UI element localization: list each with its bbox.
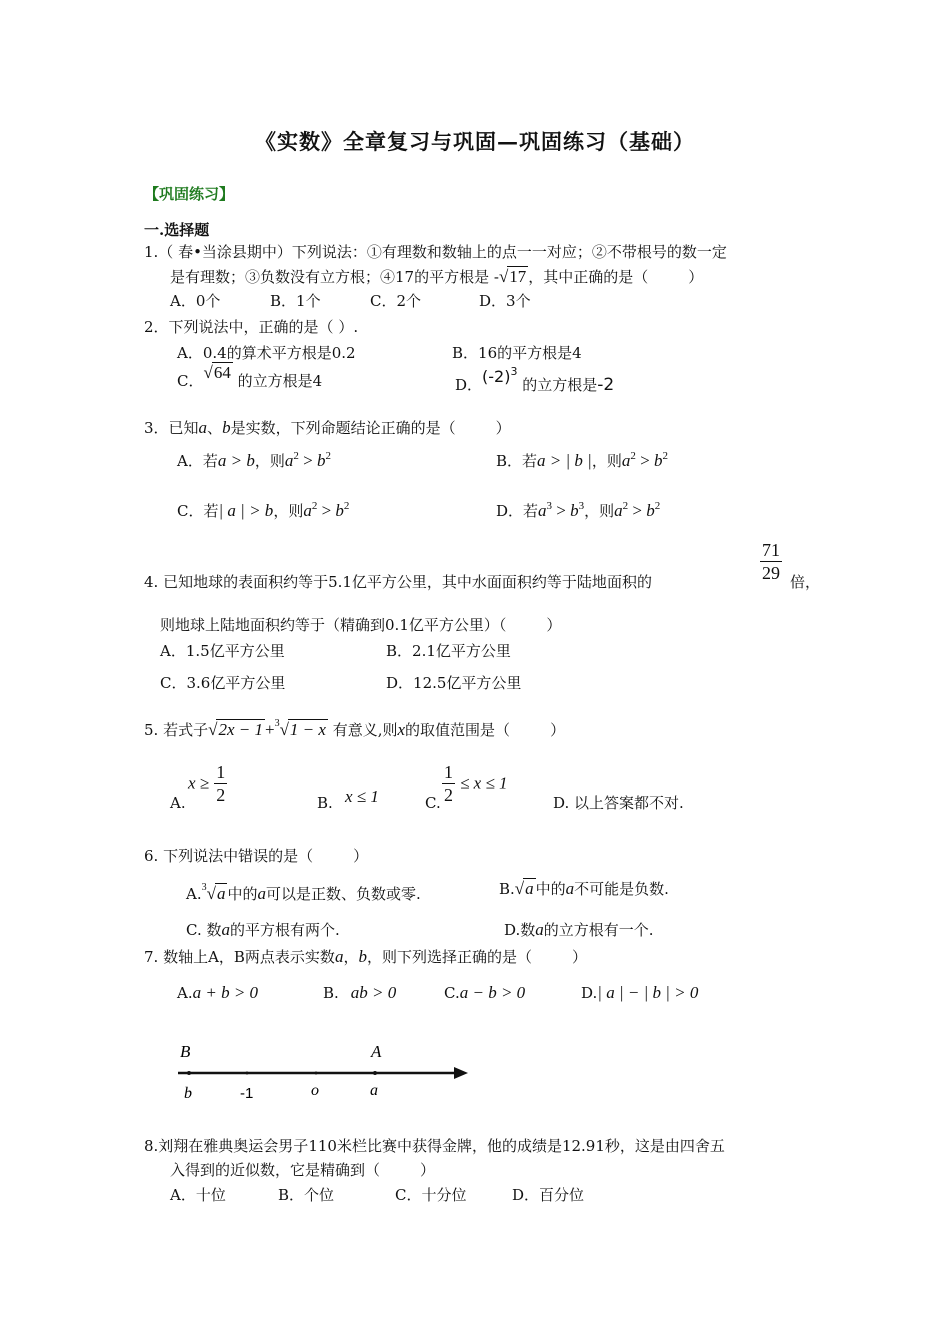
q2-option-c-text: 的立方根是4 [237,372,323,390]
q3-option-d-label: D．若 [496,502,539,520]
q7-option-c-label: C. [444,984,460,1002]
q3-stem-text-b: 是实数，下列命题结论正确的是（ [230,419,456,437]
q3-option-b-exp-b: 2 [662,450,668,462]
q4-line2 [160,615,561,635]
q5-option-a-label: A. [170,794,186,812]
q5-option-d: D. 以上答案都不对. [553,794,684,812]
q1-line2-text-b: ，其中正确的是（ [528,268,649,286]
q5-stem-text: 5. 若式子 [144,721,209,739]
q3-option-b-label: B．若 [496,452,538,470]
q2-radicand: 64 [213,363,231,382]
q6-option-b [499,878,669,899]
q2-option-d-label: D． [455,376,483,394]
point-a-dot [373,1071,377,1075]
q8-option-b: B．个位 [278,1186,335,1204]
q7-sep: ， [343,948,359,966]
section-label: 【巩固练习】 [144,185,235,203]
q3-option-d [496,496,660,521]
q5-option-a-frac-den: 2 [216,785,226,805]
q3-option-b-cond: a > | b | [537,451,592,470]
q6-option-a [186,878,421,904]
q7-stem-text: 7. 数轴上A，B两点表示实数 [144,948,335,966]
q7-option-b-label: B. [323,984,339,1002]
q3-option-b-concl-b: b [653,451,663,470]
q2-power-base: (-2) [482,367,511,386]
q7-option-d [581,983,698,1003]
q2-sqrt-sign: √ [203,363,213,382]
q5-cbrt-sign: √ [279,720,289,739]
q3-option-b-exp: 2 [630,450,636,462]
q5-stem-paren: ） [550,721,566,739]
q3-option-c-gt: > [317,501,336,520]
q7-option-d-label: D. [581,984,598,1002]
q3-option-d-base-b: b [570,501,579,520]
q6-option-b-mid: 中的 [535,880,566,898]
q5-plus: + [264,720,275,739]
q6-option-d-var: a [535,920,544,939]
q6-option-a-cbrt: √ [206,884,216,903]
q5-stem [144,714,565,740]
q7-number-line [170,1035,480,1107]
q6-option-a-text: 可以是正数、负数或零. [265,885,421,903]
q3-option-c-exp-b: 2 [343,500,350,512]
q3-option-d-exp3-b: 3 [578,500,585,512]
q5-option-b-expr: x ≤ 1 [345,787,379,806]
q5-option-c-frac-num: 1 [444,762,453,782]
q4-line2-paren: ） [546,616,562,634]
q3-option-d-exp-b: 2 [654,500,661,512]
q3-option-a-concl-a: a [284,451,294,470]
q6-option-b-sqrt: √ [514,879,525,898]
q4-fraction-num: 71 [762,540,780,560]
tick-neg1-dot [246,1072,249,1075]
part-label: 一.选择题 [144,221,210,239]
q6-option-c [186,920,340,940]
q6-option-a-radicand: a [216,884,226,903]
q1-line2 [170,266,703,287]
q6-stem-paren: ） [353,847,369,865]
q3-var-a: a [198,418,208,437]
q3-option-c-then: ，则 [273,502,304,520]
q3-option-c [177,496,349,521]
q5-option-c [442,761,508,806]
q3-option-c-label: C．若 [177,502,219,520]
q2-option-c [177,363,323,391]
number-line-arrow [454,1067,468,1079]
q7-stem-paren: ） [571,948,587,966]
q2-option-b: B．16的平方根是4 [452,344,582,362]
q7-option-a-label: A. [177,984,193,1002]
page-title: 《实数》全章复习与巩固—巩固练习（基础） [255,129,695,154]
q3-option-a-label: A．若 [177,452,218,470]
q8-line2 [170,1160,435,1180]
q2-option-d-value: -2 [597,375,615,395]
q6-option-b-label: B. [499,880,515,898]
q3-option-d-concl-b: b [646,501,655,520]
q3-stem-paren: ） [495,419,511,437]
q3-option-a-concl-b: b [316,451,326,470]
q3-option-b [496,446,668,471]
q4-fraction [760,539,782,584]
q4-line1-end: 倍， [790,573,821,591]
q8-line1: 8.刘翔在雅典奥运会男子110米栏比赛中获得金牌，他的成绩是12.91秒，这是由四舍五 [144,1137,725,1155]
q2-option-d [455,365,615,395]
q6-option-c-label: C. 数 [186,921,222,939]
q5-option-c-expr: ≤ x ≤ 1 [460,773,508,793]
q1-sqrt-sign: √ [498,267,509,286]
q3-option-d-then: ，则 [584,502,615,520]
q3-option-d-exp: 2 [622,500,629,512]
q3-option-d-concl-a: a [614,501,623,520]
q6-option-c-var: a [221,920,230,939]
neg1-tick-label: -1 [240,1085,254,1102]
q3-option-a-exp-b: 2 [325,450,331,462]
q5-option-a-expr: x ≥ [188,773,210,793]
q5-stem-text-c: 的取值范围是（ [405,721,511,739]
q5-radicand-1: 2x − 1 [218,720,263,739]
q5-option-c-frac-den: 2 [444,785,453,805]
q2-stem: 2．下列说法中，正确的是（ ）. [144,318,359,336]
q7-option-c-expr: a − b > 0 [459,983,526,1002]
q3-option-a-cond: a > b [217,451,255,470]
q1-option-d: D．3个 [479,292,531,310]
q6-option-a-index: 3 [201,882,207,893]
q6-option-a-mid: 中的 [227,885,258,903]
q6-stem-text: 6. 下列说法中错误的是（ [144,847,314,865]
q7-var-b: b [358,947,367,966]
q2-option-d-text: 的立方根是 [522,376,598,394]
q3-option-d-base-a: a [538,501,547,520]
q3-option-c-cond: | a | > b [218,501,274,520]
q5-option-b-label: B. [317,794,333,812]
q6-option-a-var: a [257,884,266,903]
q5-option-a-frac [214,761,227,806]
q2-option-a: A．0.4的算术平方根是0.2 [177,344,356,362]
q3-option-b-gt: > [635,451,654,470]
q8-option-d: D．百分位 [512,1186,585,1204]
q3-option-a-exp: 2 [293,450,299,462]
q8-line2-paren: ） [420,1161,436,1179]
q2-option-c-label: C． [177,372,204,390]
q7-option-a [177,983,258,1003]
q3-option-c-concl-b: b [335,501,344,520]
q5-option-a-frac-num: 1 [216,762,226,782]
q5-stem-text-b: 有意义,则 [332,721,398,739]
q7-option-b-expr: ab > 0 [350,983,397,1002]
q1-line1: 1.（ 春•当涂县期中）下列说法：①有理数和数轴上的点一一对应；②不带根号的数一定 [144,243,727,261]
q6-option-d [504,920,654,940]
q7-option-b [323,983,396,1003]
q5-cube-index: 3 [274,718,280,729]
q7-option-a-expr: a + b > 0 [192,983,259,1002]
q6-option-c-text: 的平方根有两个. [229,921,340,939]
q1-line2-paren: ） [688,268,704,286]
origin-dot [315,1072,318,1075]
q5-var-x: x [397,720,406,739]
q3-option-a-then: ，则 [254,452,285,470]
q4-option-d: D．12.5亿平方公里 [386,674,522,692]
q8-option-c: C．十分位 [395,1186,467,1204]
q5-sqrt-sign: √ [208,720,218,739]
q1-option-a: A．0个 [170,292,221,310]
q7-option-d-expr: | a | − | b | > 0 [597,983,699,1002]
q8-option-a: A．十位 [170,1186,226,1204]
q4-option-b: B．2.1亿平方公里 [386,642,511,660]
q6-option-b-text: 不可能是负数. [574,880,669,898]
point-a-label: A [371,1042,382,1061]
q3-option-d-gt1: > [552,501,571,520]
q7-stem-text-b: ，则下列选择正确的是（ [366,948,532,966]
q1-option-b: B．1个 [270,292,321,310]
q6-option-d-label: D.数 [504,921,536,939]
a-tick-label: a [370,1082,378,1099]
q4-line2-text: 则地球上陆地面积约等于（精确到0.1亿平方公里）（ [160,616,507,634]
q3-option-c-concl-a: a [303,501,312,520]
q3-stem [144,418,511,438]
q3-stem-text: 3．已知 [144,419,199,437]
q8-line2-text: 入得到的近似数，它是精确到（ [170,1161,381,1179]
q5-option-c-label: C. [425,794,441,812]
q3-option-a [177,446,331,471]
point-b-label: B [180,1042,191,1061]
q6-stem [144,846,368,866]
q4-line1: 4. 已知地球的表面积约等于5.1亿平方公里，其中水面面积约等于陆地面积的 [144,573,652,591]
q3-option-b-concl-a: a [621,451,631,470]
q3-sep: 、 [207,419,223,437]
q7-var-a: a [334,947,344,966]
q6-option-b-radicand: a [525,879,534,898]
origin-tick-label: o [311,1082,319,1099]
q7-option-c [444,983,525,1003]
q1-option-c: C．2个 [370,292,422,310]
q3-option-c-exp: 2 [311,500,318,512]
q2-power-exp: 3 [510,365,518,378]
q5-option-c-frac [442,761,455,806]
q5-option-a [188,761,227,806]
q6-option-a-label: A. [186,885,202,903]
q4-option-a: A．1.5亿平方公里 [160,642,285,660]
q4-fraction-den: 29 [762,563,780,583]
q3-var-b: b [222,418,231,437]
q3-option-d-gt2: > [628,501,647,520]
q6-option-b-var: a [565,879,575,898]
q5-radicand-2: 1 − x [289,720,326,739]
q1-line2-text: 是有理数；③负数没有立方根；④17的平方根是 - [170,268,499,286]
q3-option-d-exp3: 3 [546,500,553,512]
q7-stem [144,947,587,967]
point-b-dot [187,1071,191,1075]
q4-option-c: C．3.6亿平方公里 [160,674,286,692]
q1-radicand: 17 [509,267,527,286]
q3-option-a-gt: > [298,451,317,470]
q6-option-d-text: 的立方根有一个. [543,921,654,939]
q3-option-b-then: ，则 [591,452,622,470]
b-tick-label: b [184,1085,192,1102]
